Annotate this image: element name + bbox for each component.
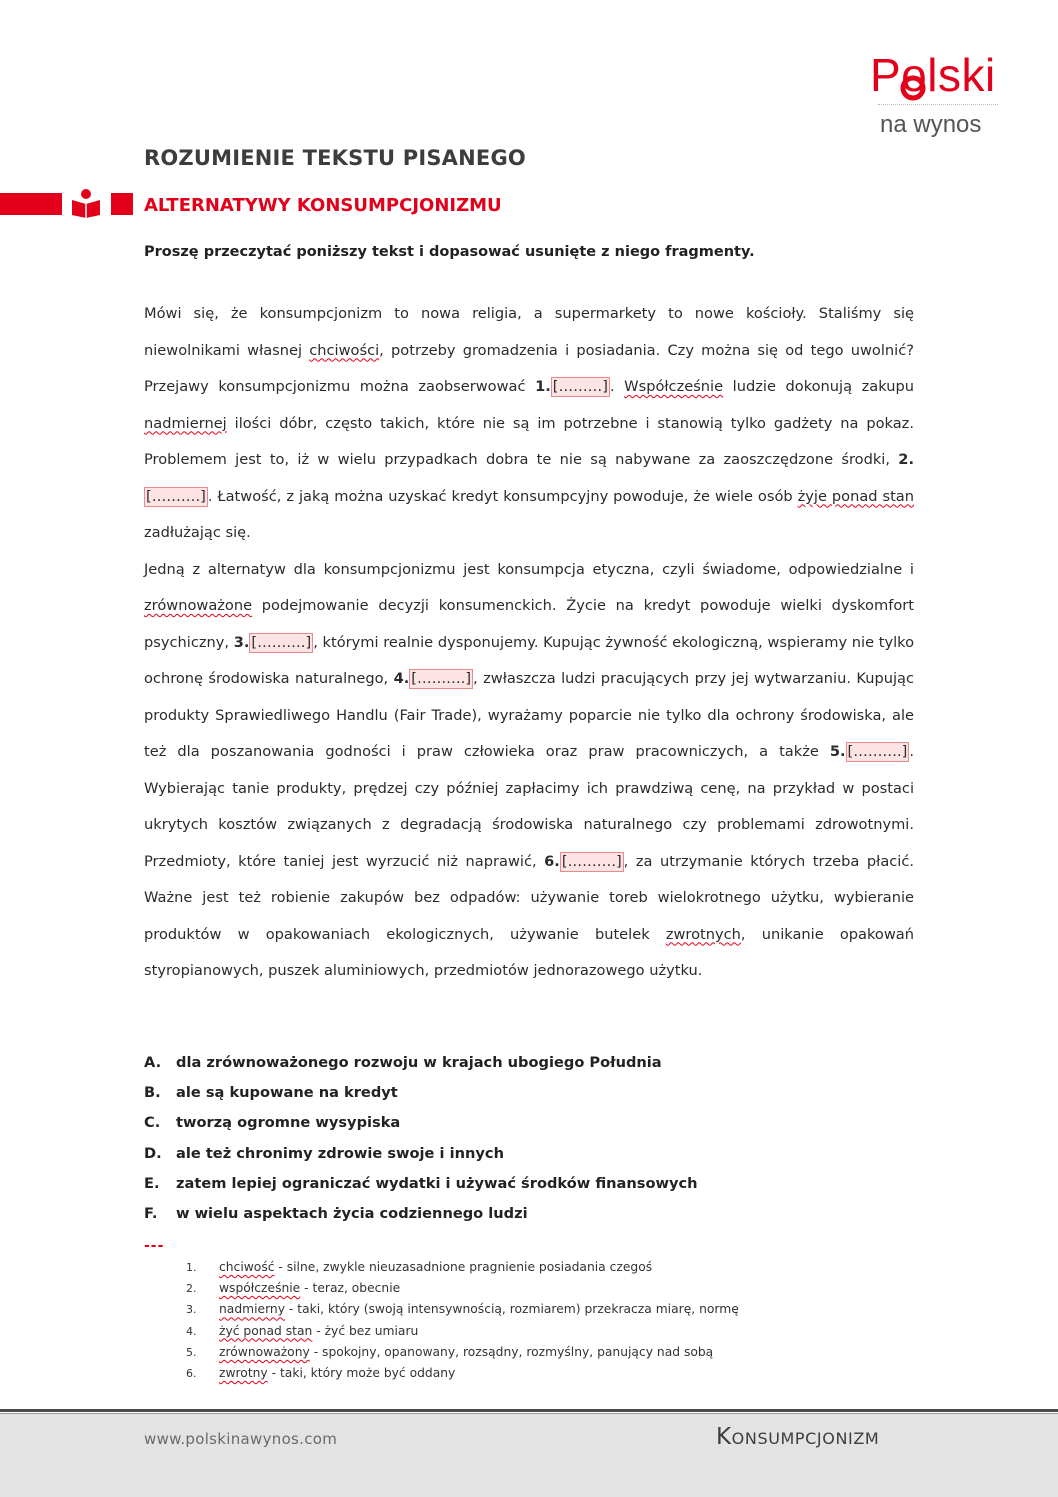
accent-bar-right	[111, 193, 133, 215]
option-letter: A.	[144, 1054, 162, 1071]
option-item[interactable]	[144, 1084, 914, 1114]
logo-divider	[878, 104, 998, 105]
gap-number-6: 6.	[544, 852, 560, 870]
option-item[interactable]	[144, 1114, 914, 1144]
option-letter: D.	[144, 1144, 162, 1162]
gap-number-3: 3.	[233, 633, 250, 651]
option-text: tworzą ogromne wysypiska	[176, 1114, 401, 1132]
glossary-number: 1.	[186, 1261, 197, 1274]
text-run: . Wybierając tanie produkty, prędzej czy później zapłacimy ich prawdziwą cenę, na przykład w postaci ukrytych kosztów związanych z degradacją środowiska naturalnego czy problemami zdrowotnymi. Przedmioty, które taniej jest wyrzucić niż naprawić,	[144, 743, 914, 870]
gap-2[interactable]: [……….]	[146, 487, 206, 505]
glossary-item	[186, 1260, 739, 1281]
brand-name: Polski	[870, 49, 996, 101]
footer-topic: Konsumpcjonizm	[716, 1424, 880, 1450]
option-text: ale też chronimy zdrowie swoje i innych	[176, 1144, 504, 1162]
separator: ---	[144, 1238, 165, 1254]
option-item[interactable]	[144, 1175, 914, 1205]
footer-rule	[0, 1409, 1058, 1412]
paragraph-1	[144, 296, 914, 552]
glossary-definition: - spokojny, opanowany, rozsądny, rozmyślny, panujący nad sobą	[309, 1344, 714, 1359]
glossary-term: nadmierny	[219, 1302, 286, 1317]
text-run: podejmowanie decyzji konsumenckich. Życie na kredyt powoduje wielki dyskomfort psychiczny,	[144, 597, 914, 651]
glossary-number: 2.	[186, 1282, 197, 1296]
option-text: zatem lepiej ograniczać wydatki i używać środków finansowych	[176, 1174, 698, 1192]
text-run: , unikanie opakowań styropianowych, puszek aluminiowych, przedmiotów jednorazowego użytku.	[144, 925, 914, 979]
glossary-definition: - teraz, obecnie	[300, 1281, 401, 1296]
option-text: dla zrównoważonego rozwoju w krajach ubogiego Południa	[176, 1054, 662, 1071]
gap-3[interactable]: [……….]	[251, 633, 312, 651]
glossary-item	[186, 1366, 739, 1387]
text-run: , za utrzymanie których trzeba płacić. Ważne jest też robienie zakupów bez odpadów: używanie toreb wielokrotnego użytku, wybieranie produktów w opakowaniach ekologicznych, używanie butelek	[144, 852, 914, 943]
glossary-term-zwrotnych: zwrotnych	[665, 925, 741, 943]
option-letter: E.	[144, 1174, 160, 1192]
text-run: zadłużając się.	[144, 524, 251, 541]
glossary-term-wspolczesnie: Współcześnie	[624, 378, 724, 395]
option-letter: C.	[144, 1114, 161, 1132]
task-instruction: Proszę przeczytać poniższy tekst i dopasować usunięte z niego fragmenty.	[144, 244, 755, 260]
glossary-item	[186, 1324, 739, 1345]
answer-options	[144, 1054, 914, 1235]
gap-5[interactable]: [……….]	[847, 743, 908, 760]
text-run: . Łatwość, z jaką można uzyskać kredyt konsumpcyjny powoduje, że wiele osób	[207, 487, 798, 505]
glossary-term: żyć ponad stan	[219, 1323, 313, 1338]
gap-number-2: 2.	[898, 451, 914, 468]
glossary-number: 4.	[186, 1324, 197, 1338]
text-run: , którymi realnie dysponujemy. Kupując żywność ekologiczną, wspieramy nie tylko ochronę środowiska naturalnego,	[144, 633, 914, 687]
glossary-item	[186, 1281, 739, 1302]
option-item[interactable]	[144, 1145, 914, 1175]
option-item[interactable]	[144, 1054, 914, 1084]
glossary-term: zrównoważony	[219, 1344, 310, 1359]
reading-text	[144, 296, 914, 990]
option-letter: F.	[144, 1204, 158, 1222]
glossary-definition: - taki, który (swoją intensywnością, rozmiarem) przekracza miarę, normę	[285, 1302, 739, 1317]
text-run: Mówi się, że konsumpcjonizm to nowa religia, a supermarkety to nowe kościoły. Staliśmy się niewolnikami własnej	[144, 305, 914, 359]
gap-6[interactable]: [……….]	[561, 852, 622, 870]
glossary-term: zwrotny	[219, 1365, 268, 1380]
gap-number-4: 4.	[393, 670, 410, 687]
glossary-term-zrownowazone: zrównoważone	[144, 597, 253, 614]
gap-4[interactable]: [……….]	[411, 670, 472, 687]
glossary-number: 5.	[186, 1345, 197, 1359]
glossary-number: 3.	[186, 1303, 197, 1317]
glossary-term-chciwosci: chciwości	[309, 341, 380, 359]
glossary-term-zyje-ponad-stan: żyje ponad stan	[797, 487, 914, 505]
text-run: , potrzeby gromadzenia i posiadania. Czy można się od tego uwolnić? Przejawy konsumpcjonizmu można zaobserwować	[144, 341, 914, 395]
option-text: w wielu aspektach życia codziennego ludzi	[176, 1204, 528, 1222]
glossary-definition: - silne, zwykle nieuzasadnione pragnienie posiadania czegoś	[274, 1260, 653, 1274]
gap-1[interactable]: [………]	[552, 378, 608, 395]
text-run: ludzie dokonują zakupu	[723, 378, 914, 395]
glossary-definition: - taki, który może być oddany	[267, 1365, 456, 1380]
glossary-list	[186, 1260, 739, 1387]
glossary-number: 6.	[186, 1366, 197, 1380]
text-run: ilości dóbr, często takich, które nie są im potrzebne i stanowią tylko gadżety na pokaz. Problemem jest to, iż w wielu przypadkach dobra te nie są nabywane za zaoszczędzone środki,	[144, 414, 914, 468]
text-run: .	[609, 378, 625, 395]
gap-number-5: 5.	[829, 743, 846, 760]
glossary-term: chciwość	[219, 1260, 275, 1274]
option-text: ale są kupowane na kredyt	[176, 1084, 398, 1102]
option-letter: B.	[144, 1084, 161, 1102]
text-run: Jedną z alternatyw dla konsumpcjonizmu jest konsumpcja etyczna, czyli świadome, odpowiedzialne i	[144, 560, 914, 578]
footer-url-link[interactable]: www.polskinawynos.com	[144, 1430, 338, 1448]
glossary-term: współcześnie	[219, 1281, 301, 1296]
accent-bar-left	[0, 193, 62, 215]
option-item[interactable]	[144, 1205, 914, 1235]
paragraph-2	[144, 552, 914, 990]
brand-tagline: na wynos	[880, 111, 982, 138]
brand-logo	[870, 49, 1010, 148]
section-subtitle: ALTERNATYWY KONSUMPCJONIZMU	[144, 195, 502, 216]
glossary-definition: - żyć bez umiaru	[312, 1323, 419, 1338]
gap-number-1: 1.	[535, 378, 551, 395]
footer	[0, 1414, 1058, 1497]
page-title: ROZUMIENIE TEKSTU PISANEGO	[144, 146, 526, 170]
book-icon	[70, 188, 102, 218]
glossary-item	[186, 1302, 739, 1323]
text-run: , zwłaszcza ludzi pracujących przy jej wytwarzaniu. Kupując produkty Sprawiedliwego Handlu (Fair Trade), wyrażamy poparcie nie tylko dla ochrony środowiska, ale też dla poszanowania godności i praw człowieka oraz praw pracowniczych, a także	[144, 670, 915, 760]
glossary-item	[186, 1345, 739, 1366]
glossary-term-nadmiernej: nadmiernej	[144, 414, 227, 432]
